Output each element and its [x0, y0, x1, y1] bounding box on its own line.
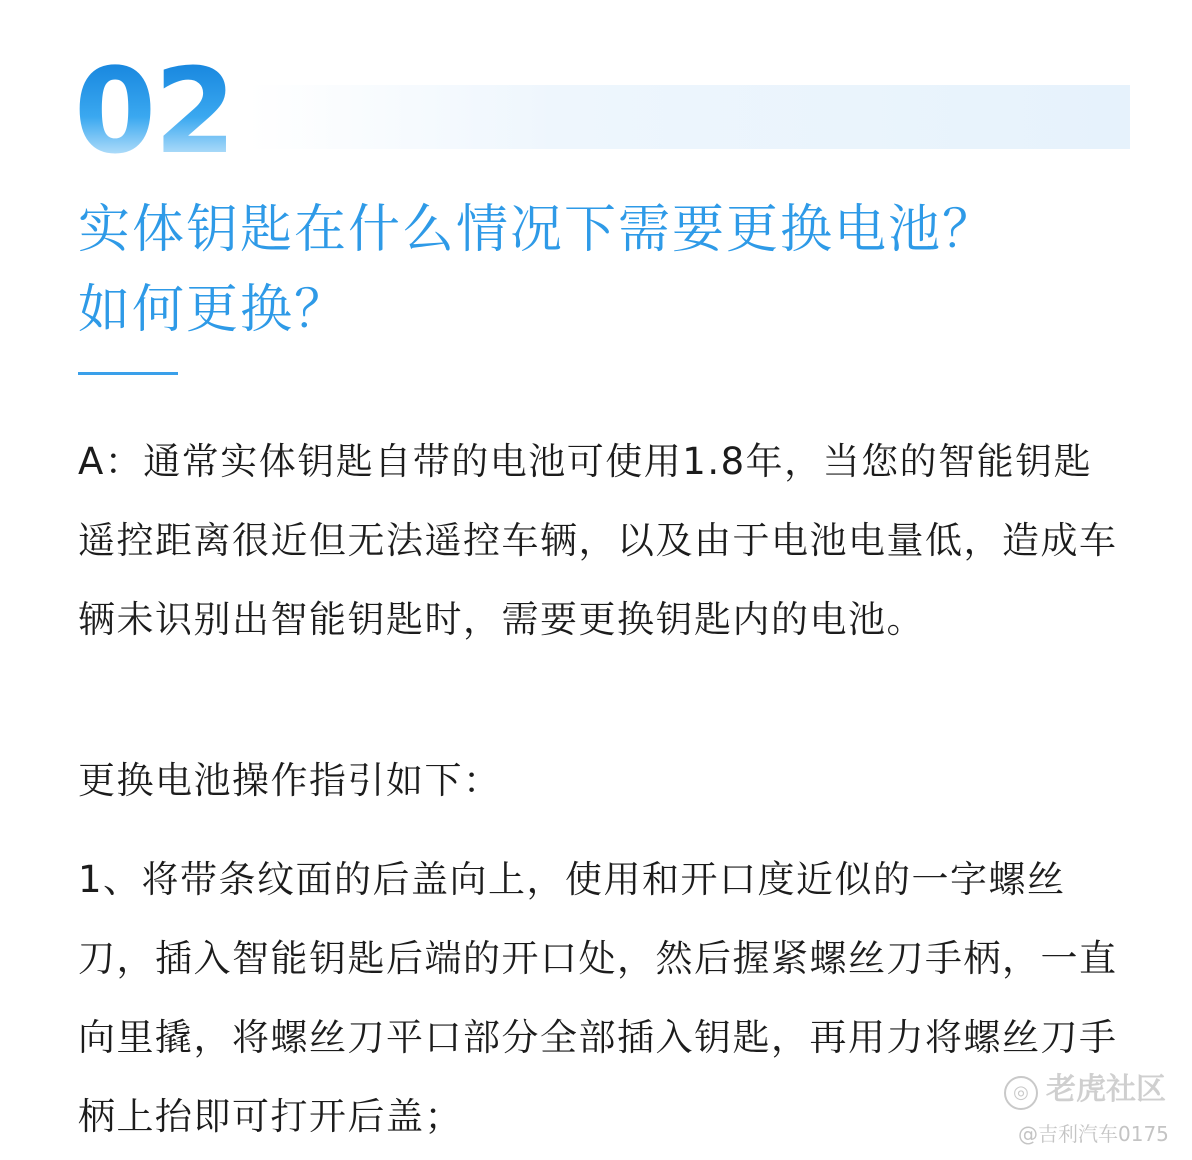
section-number: 02	[74, 42, 235, 180]
section-title-line-1: 实体钥匙在什么情况下需要更换电池？	[78, 200, 997, 260]
guide-heading: 更换电池操作指引如下：	[78, 759, 502, 802]
watermark-brand: 老虎社区	[1046, 1072, 1166, 1107]
section-title	[78, 190, 1138, 350]
watermark-user: @吉利汽车0175	[1018, 1122, 1169, 1146]
step-1-paragraph: 1、将带条纹面的后盖向上，使用和开口度近似的一字螺丝刀，插入智能钥匙后端的开口处，然后握紧螺丝刀手柄，一直向里撬，将螺丝刀平口部分全部插入钥匙，再用力将螺丝刀手柄上抬即可打开后盖；	[78, 858, 1118, 1138]
answer-paragraph: A：通常实体钥匙自带的电池可使用1.8年，当您的智能钥匙遥控距离很近但无法遥控车辆，以及由于电池电量低，造成车辆未识别出智能钥匙时，需要更换钥匙内的电池。	[78, 440, 1118, 641]
section-title-line-2: 如何更换？	[78, 280, 349, 340]
title-divider	[78, 372, 178, 375]
tiger-logo-icon: ◎	[1004, 1076, 1038, 1110]
section-number-bar	[248, 85, 1130, 149]
